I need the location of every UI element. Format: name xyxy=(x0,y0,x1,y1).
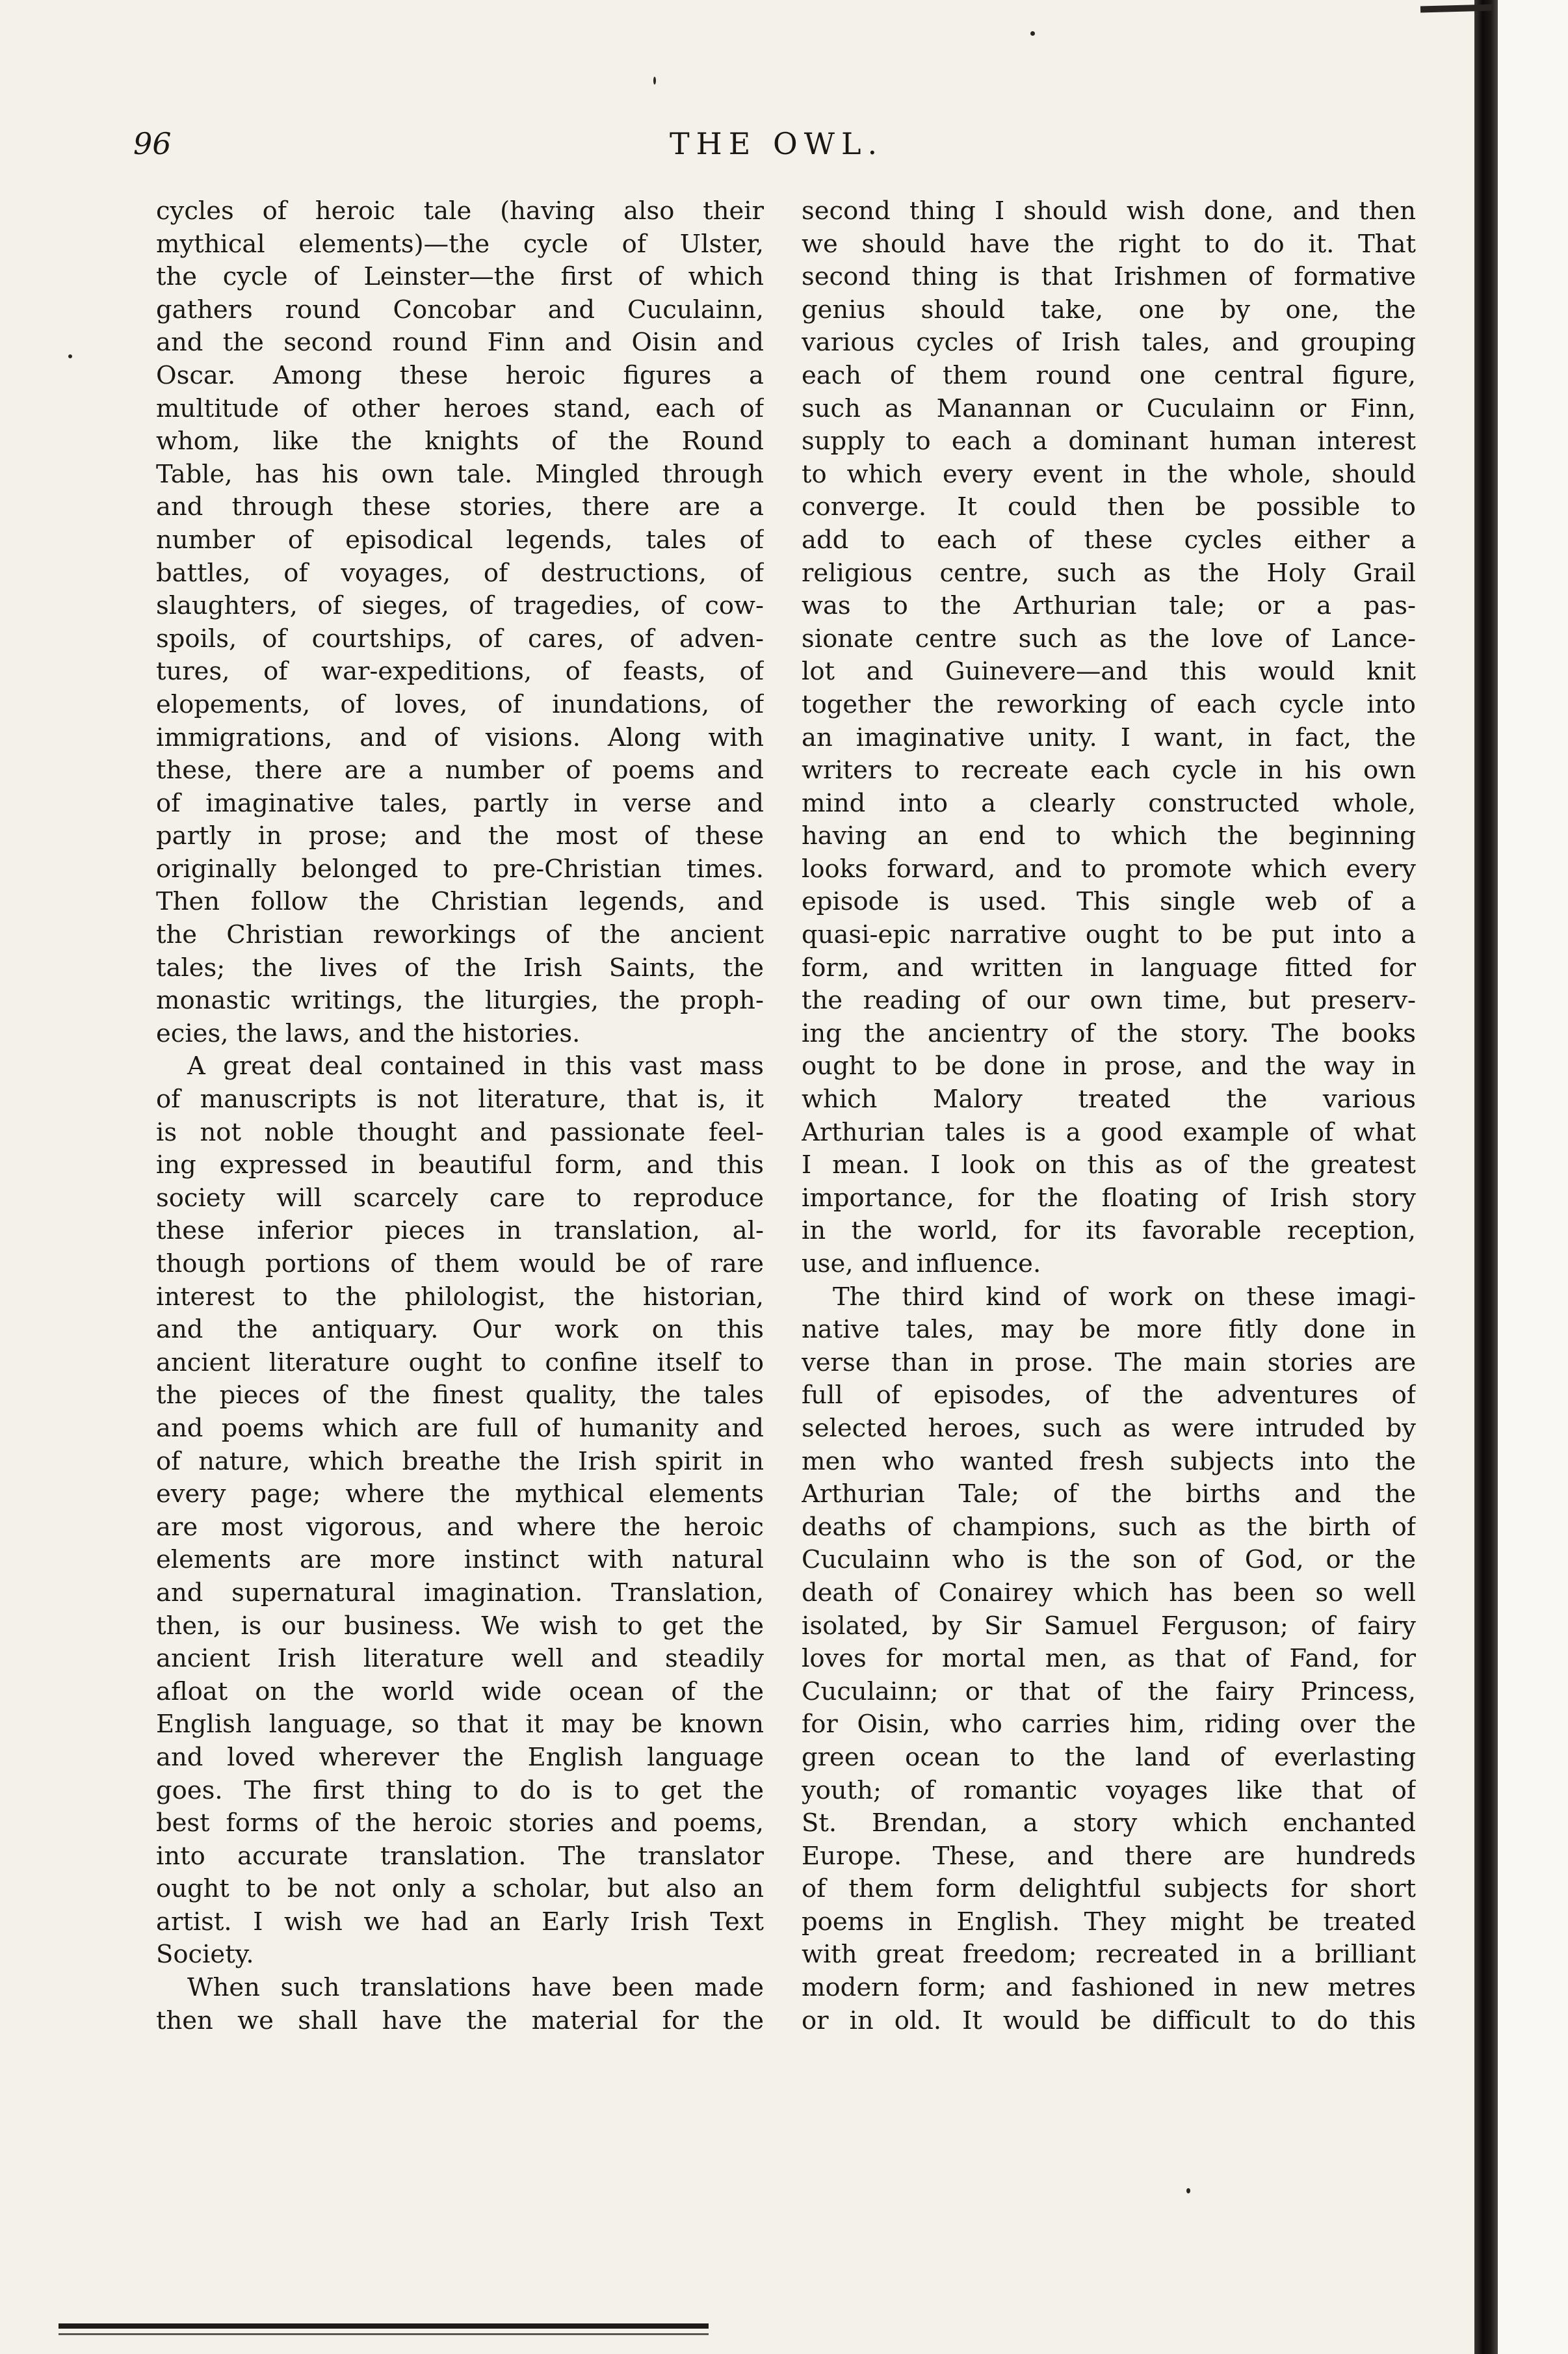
text-line: Europe. These, and there are hundreds xyxy=(802,1841,1416,1871)
text-line: Table, has his own tale. Mingled through xyxy=(156,459,764,489)
text-line: and loved wherever the English language xyxy=(156,1742,764,1772)
text-line: the cycle of Leinster—the first of which xyxy=(156,262,764,292)
binding-edge-rule xyxy=(1474,0,1498,2354)
text-line: various cycles of Irish tales, and grouping xyxy=(802,328,1416,358)
text-line: gathers round Concobar and Cuculainn, xyxy=(156,295,764,324)
text-line: though portions of them would be of rare xyxy=(156,1249,764,1278)
text-line: converge. It could then be possible to xyxy=(802,492,1416,522)
text-line: elopements, of loves, of inundations, of xyxy=(156,689,764,719)
text-line: then, is our business. We wish to get the xyxy=(156,1611,764,1641)
text-line: isolated, by Sir Samuel Ferguson; of fairy xyxy=(802,1611,1416,1641)
text-line: afloat on the world wide ocean of the xyxy=(156,1676,764,1706)
text-line: elements are more instinct with natural xyxy=(156,1545,764,1575)
text-line: A great deal contained in this vast mass xyxy=(187,1051,764,1081)
running-title: THE OWL. xyxy=(670,126,884,161)
ink-speck xyxy=(653,77,656,85)
text-line: ancient Irish literature well and steadily xyxy=(156,1644,764,1674)
text-line: The third kind of work on these imagi- xyxy=(833,1282,1416,1312)
text-line: we should have the right to do it. That xyxy=(802,229,1416,259)
text-line: second thing is that Irishmen of formative xyxy=(802,262,1416,292)
text-line: cycles of heroic tale (having also their xyxy=(156,196,764,226)
text-line: importance, for the floating of Irish story xyxy=(802,1183,1416,1213)
text-line: and through these stories, there are a xyxy=(156,492,764,522)
text-line: in the world, for its favorable reception, xyxy=(802,1216,1416,1246)
text-line: such as Manannan or Cuculainn or Finn, xyxy=(802,393,1416,423)
text-line: was to the Arthurian tale; or a pas- xyxy=(802,591,1416,621)
text-line: immigrations, and of visions. Along with xyxy=(156,722,764,752)
text-line: ancient literature ought to confine itself to xyxy=(156,1347,764,1377)
text-line: are most vigorous, and where the heroic xyxy=(156,1512,764,1542)
ink-speck xyxy=(68,354,72,358)
text-line: and the antiquary. Our work on this xyxy=(156,1315,764,1345)
text-line: whom, like the knights of the Round xyxy=(156,427,764,456)
text-line: artist. I wish we had an Early Irish Text xyxy=(156,1907,764,1937)
text-line: men who wanted fresh subjects into the xyxy=(802,1446,1416,1476)
text-line: native tales, may be more fitly done in xyxy=(802,1315,1416,1345)
text-line: mind into a clearly constructed whole, xyxy=(802,788,1416,818)
text-line: verse than in prose. The main stories are xyxy=(802,1347,1416,1377)
text-line: partly in prose; and the most of these xyxy=(156,821,764,851)
text-line: writers to recreate each cycle in his own xyxy=(802,756,1416,786)
text-line: poems in English. They might be treated xyxy=(802,1907,1416,1937)
text-line: English language, so that it may be known xyxy=(156,1710,764,1739)
text-line: and supernatural imagination. Translation, xyxy=(156,1578,764,1607)
text-line: monastic writings, the liturgies, the proph- xyxy=(156,986,764,1016)
text-line: ing the ancientry of the story. The books xyxy=(802,1018,1416,1048)
text-line: of imaginative tales, partly in verse and xyxy=(156,788,764,818)
text-line: the pieces of the finest quality, the tales xyxy=(156,1381,764,1410)
left-column xyxy=(156,195,764,2263)
text-line: of manuscripts is not literature, that is, it xyxy=(156,1085,764,1115)
text-line: modern form; and fashioned in new metres xyxy=(802,1973,1416,2003)
page-margin-edge xyxy=(1498,0,1568,2354)
text-line: is not noble thought and passionate feel- xyxy=(156,1117,764,1147)
text-line: these, there are a number of poems and xyxy=(156,756,764,786)
right-column xyxy=(802,195,1416,2263)
text-line: goes. The first thing to do is to get the xyxy=(156,1775,764,1805)
text-line: green ocean to the land of everlasting xyxy=(802,1742,1416,1772)
text-line: death of Conairey which has been so well xyxy=(802,1578,1416,1607)
text-line: Cuculainn; or that of the fairy Princess, xyxy=(802,1676,1416,1706)
text-line: into accurate translation. The translator xyxy=(156,1841,764,1871)
text-line: ought to be done in prose, and the way in xyxy=(802,1051,1416,1081)
text-line: St. Brendan, a story which enchanted xyxy=(802,1808,1416,1838)
text-line: looks forward, and to promote which every xyxy=(802,854,1416,884)
text-line: for Oisin, who carries him, riding over the xyxy=(802,1710,1416,1739)
bottom-rule xyxy=(59,2323,709,2329)
text-line: supply to each a dominant human interest xyxy=(802,427,1416,456)
text-line: quasi-epic narrative ought to be put into a xyxy=(802,920,1416,950)
text-line: Cuculainn who is the son of God, or the xyxy=(802,1545,1416,1575)
text-line: the reading of our own time, but preserv- xyxy=(802,986,1416,1016)
text-line: episode is used. This single web of a xyxy=(802,887,1416,917)
text-line: together the reworking of each cycle into xyxy=(802,689,1416,719)
text-line: When such translations have been made xyxy=(187,1973,764,2003)
text-line: tales; the lives of the Irish Saints, the xyxy=(156,953,764,983)
text-line: mythical elements)—the cycle of Ulster, xyxy=(156,229,764,259)
ink-speck xyxy=(1186,2188,1190,2193)
text-line: ought to be not only a scholar, but also an xyxy=(156,1874,764,1904)
text-line: add to each of these cycles either a xyxy=(802,525,1416,555)
page-number: 96 xyxy=(133,126,172,161)
text-line: Arthurian tales is a good example of what xyxy=(802,1117,1416,1147)
text-line: second thing I should wish done, and then xyxy=(802,196,1416,226)
text-line: which Malory treated the various xyxy=(802,1085,1416,1115)
text-line: religious centre, such as the Holy Grail xyxy=(802,558,1416,588)
text-line: youth; of romantic voyages like that of xyxy=(802,1775,1416,1805)
ink-speck xyxy=(1030,31,1035,36)
text-line: loves for mortal men, as that of Fand, for xyxy=(802,1644,1416,1674)
text-line: tures, of war-expeditions, of feasts, of xyxy=(156,657,764,687)
text-line: having an end to which the beginning xyxy=(802,821,1416,851)
text-line: every page; where the mythical elements xyxy=(156,1479,764,1509)
text-line: each of them round one central figure, xyxy=(802,360,1416,390)
text-line: Arthurian Tale; of the births and the xyxy=(802,1479,1416,1509)
text-line: ecies, the laws, and the histories. xyxy=(156,1018,581,1048)
text-line: number of episodical legends, tales of xyxy=(156,525,764,555)
text-line: and the second round Finn and Oisin and xyxy=(156,328,764,358)
text-line: interest to the philologist, the historian, xyxy=(156,1282,764,1312)
text-line: lot and Guinevere—and this would knit xyxy=(802,657,1416,687)
text-line: sionate centre such as the love of Lance- xyxy=(802,624,1416,654)
text-line: with great freedom; recreated in a brilliant xyxy=(802,1940,1416,1970)
text-line: full of episodes, of the adventures of xyxy=(802,1381,1416,1410)
bottom-rule-thin xyxy=(59,2333,709,2335)
text-line: an imaginative unity. I want, in fact, the xyxy=(802,722,1416,752)
text-line: the Christian reworkings of the ancient xyxy=(156,920,764,950)
text-line: ing expressed in beautiful form, and this xyxy=(156,1150,764,1180)
text-line: to which every event in the whole, should xyxy=(802,459,1416,489)
text-line: slaughters, of sieges, of tragedies, of cow- xyxy=(156,591,764,621)
text-line: use, and influence. xyxy=(802,1249,1041,1278)
text-line: Oscar. Among these heroic figures a xyxy=(156,360,764,390)
text-line: genius should take, one by one, the xyxy=(802,295,1416,324)
text-line: Then follow the Christian legends, and xyxy=(156,887,764,917)
text-line: then we shall have the material for the xyxy=(156,2005,764,2035)
text-line: of nature, which breathe the Irish spirit in xyxy=(156,1446,764,1476)
text-line: and poems which are full of humanity and xyxy=(156,1413,764,1443)
text-line: society will scarcely care to reproduce xyxy=(156,1183,764,1213)
text-line: these inferior pieces in translation, al- xyxy=(156,1216,764,1246)
text-line: best forms of the heroic stories and poems, xyxy=(156,1808,764,1838)
text-line: originally belonged to pre-Christian times. xyxy=(156,854,764,884)
text-line: of them form delightful subjects for short xyxy=(802,1874,1416,1904)
text-line: selected heroes, such as were intruded by xyxy=(802,1413,1416,1443)
text-line: I mean. I look on this as of the greatest xyxy=(802,1150,1416,1180)
text-line: deaths of champions, such as the birth of xyxy=(802,1512,1416,1542)
text-line: or in old. It would be difficult to do this xyxy=(802,2005,1416,2035)
text-line: Society. xyxy=(156,1940,254,1970)
text-line: spoils, of courtships, of cares, of adven- xyxy=(156,624,764,654)
text-line: multitude of other heroes stand, each of xyxy=(156,393,764,423)
text-line: form, and written in language fitted for xyxy=(802,953,1416,983)
text-line: battles, of voyages, of destructions, of xyxy=(156,558,764,588)
